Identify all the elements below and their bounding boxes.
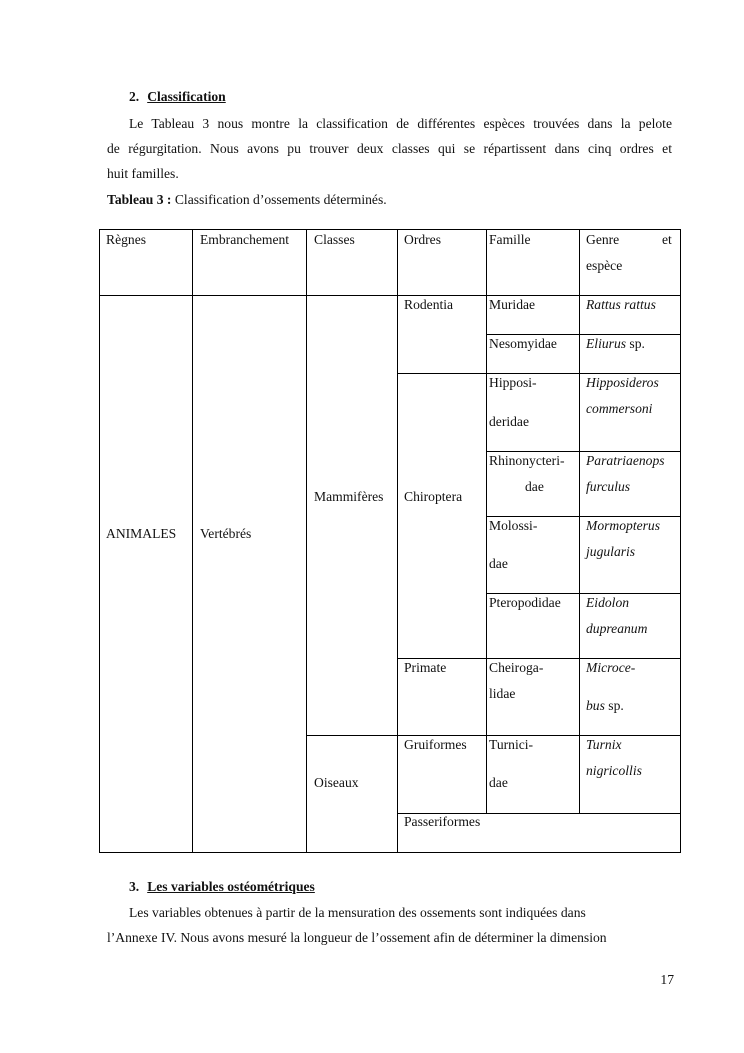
species-microcebus-b: [586, 693, 624, 719]
table-rule: [486, 229, 487, 814]
species-rattus: Rattus rattus: [586, 297, 656, 312]
order-gruiformes: Gruiformes: [404, 737, 467, 752]
genus-eliurus: Eliurus: [586, 336, 627, 351]
species-hipposideros-a: Hipposideros: [586, 375, 659, 390]
class-oiseaux: Oiseaux: [314, 775, 359, 790]
family-hipposideridae-a: Hipposi-: [489, 375, 537, 390]
table-border: [680, 229, 681, 853]
species-eliurus: [586, 331, 645, 357]
section-title: Classification: [147, 89, 226, 104]
species-paratriaenops-b: furculus: [586, 479, 631, 494]
family-pteropodidae: Pteropodidae: [489, 595, 561, 610]
species-mormopterus-b: jugularis: [586, 544, 636, 559]
caption-text: Classification d’ossements déterminés.: [171, 192, 387, 207]
order-rodentia: Rodentia: [404, 297, 454, 312]
paragraph-line: Le Tableau 3 nous montre la classification de différentes espèces trouvées dans la pelote: [129, 116, 672, 131]
header-genre: Genre: [586, 232, 620, 247]
section-number: 2.: [129, 89, 140, 104]
species-eidolon-b: dupreanum: [586, 621, 648, 636]
family-molossidae-b: dae: [489, 556, 508, 571]
table-rule: [306, 229, 307, 853]
table-border: [99, 229, 100, 853]
header-embranchement: Embranchement: [200, 232, 290, 247]
species-microcebus-a: Microce-: [586, 660, 636, 675]
family-nesomyidae: Nesomyidae: [489, 336, 557, 351]
species-mormopterus-a: Mormopterus: [586, 518, 661, 533]
family-turnicidae-b: dae: [489, 775, 508, 790]
species-hipposideros-b: commersoni: [586, 401, 653, 416]
header-classes: Classes: [314, 232, 355, 247]
table-caption: [107, 192, 387, 208]
table-rule: [579, 229, 580, 814]
table-rule: [192, 229, 193, 853]
header-regnes: Règnes: [106, 232, 147, 247]
header-espece: espèce: [586, 258, 623, 273]
species-turnix-b: nigricollis: [586, 763, 642, 778]
species-paratriaenops-a: Paratriaenops: [586, 453, 665, 468]
genus-microcebus-b: bus: [586, 698, 605, 713]
species-suffix: sp.: [604, 698, 624, 713]
section-2-heading: [129, 89, 226, 105]
header-genre-et: et: [662, 232, 672, 247]
table-border: [99, 852, 681, 853]
caption-label: Tableau 3 :: [107, 192, 172, 207]
family-rhinonycteridae-b: dae: [525, 479, 544, 494]
family-hipposideridae-b: deridae: [489, 414, 529, 429]
family-muridae: Muridae: [489, 297, 536, 312]
paragraph-line: de régurgitation. Nous avons pu trouver deux classes qui se répartissent dans cinq ordres et: [107, 141, 672, 156]
page-number: 17: [660, 972, 674, 987]
order-passeriformes: Passeriformes: [404, 814, 481, 829]
section-number: 3.: [129, 879, 140, 894]
family-cheirogaleidae-a: Cheiroga-: [489, 660, 544, 675]
order-primate: Primate: [404, 660, 447, 675]
paragraph-line: Les variables obtenues à partir de la mensuration des ossements sont indiquées dans: [129, 905, 586, 920]
family-turnicidae-a: Turnici-: [489, 737, 534, 752]
header-ordres: Ordres: [404, 232, 441, 247]
species-suffix: sp.: [626, 336, 645, 351]
family-cheirogaleidae-b: lidae: [489, 686, 516, 701]
species-turnix-a: Turnix: [586, 737, 622, 752]
family-molossidae-a: Molossi-: [489, 518, 538, 533]
species-eidolon-a: Eidolon: [586, 595, 630, 610]
family-rhinonycteridae-a: Rhinonycteri-: [489, 453, 565, 468]
section-3-heading: [129, 879, 315, 895]
section-title: Les variables ostéométriques: [147, 879, 315, 894]
classification-table: [99, 229, 681, 853]
paragraph-line: huit familles.: [107, 166, 179, 181]
class-mammiferes: Mammifères: [314, 489, 384, 504]
order-chiroptera: Chiroptera: [404, 489, 463, 504]
embranchement-cell: Vertébrés: [200, 526, 252, 541]
regne-cell: ANIMALES: [106, 526, 177, 541]
header-famille: Famille: [489, 232, 531, 247]
table-rule: [397, 229, 398, 853]
paragraph-line: l’Annexe IV. Nous avons mesuré la longueur de l’ossement afin de déterminer la dimension: [107, 930, 607, 945]
